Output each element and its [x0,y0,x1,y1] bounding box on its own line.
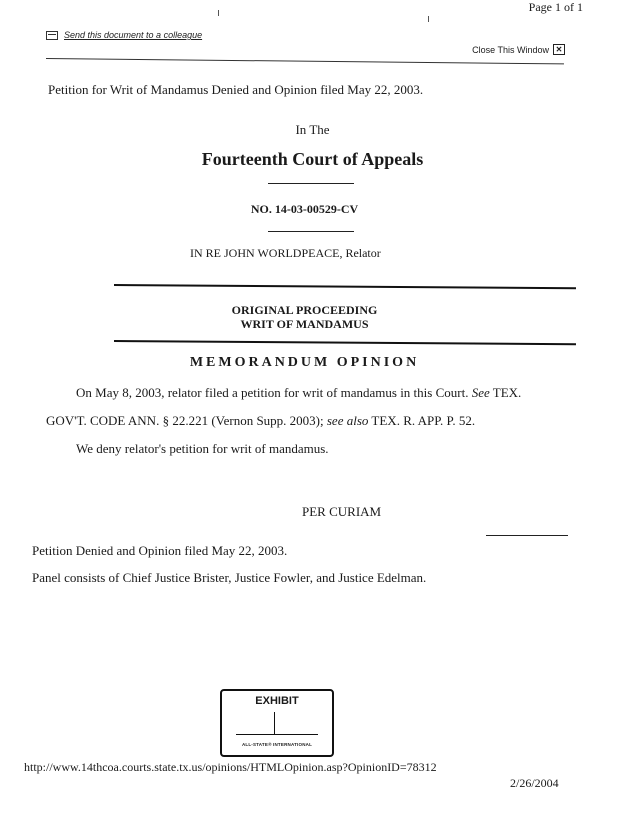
proceeding-type-line2: WRIT OF MANDAMUS [240,317,369,331]
exhibit-title: EXHIBIT [255,695,299,707]
opinion-paragraph-2: We deny relator's petition for writ of mandamus. [76,441,329,456]
para1-citation-start: TEX. [492,385,522,400]
per-curiam-signature: PER CURIAM [302,504,382,519]
para1-see-signal: See [471,385,490,400]
court-name: Fourteenth Court of Appeals [201,149,424,169]
header-divider [46,58,564,64]
exhibit-handwritten-mark [274,712,275,734]
case-status-line: Petition for Writ of Mandamus Denied and Opinion filed May 22, 2003. [48,82,424,97]
disposition-line: Petition Denied and Opinion filed May 22, 2003. [32,543,288,558]
panel-line: Panel consists of Chief Justice Brister, Justice Fowler, and Justice Edelman. [32,570,427,585]
close-window-label: Close This Window [472,44,549,55]
docket-number: NO. 14-03-00529-CV [250,202,359,216]
para1-text: On May 8, 2003, relator filed a petition for writ of mandamus in this Court. [76,385,469,400]
proceeding-type-line1: ORIGINAL PROCEEDING [231,303,378,317]
party-line: IN RE JOHN WORLDPEACE, Relator [190,246,381,260]
proceeding-bottom-rule [114,340,576,345]
docket-divider [268,231,354,232]
exhibit-sticker [220,689,334,757]
exhibit-brand: ALL-STATE® INTERNATIONAL [241,742,313,747]
opinion-paragraph-1-line-2 [46,413,475,429]
para1-see-also-signal: see also [326,413,369,428]
close-window-button[interactable] [472,44,565,55]
signature-rule [486,535,568,536]
close-icon: ✕ [553,44,565,55]
envelope-icon [46,31,58,40]
print-date: 2/26/2004 [510,776,559,790]
page-indicator: Page 1 of 1 [528,0,583,14]
page-url: http://www.14thcoa.courts.state.tx.us/opinions/HTMLOpinion.asp?OpinionID=78312 [24,760,437,774]
send-link-label: Send this document to a colleague [64,30,203,40]
scan-speck [218,10,219,16]
proceeding-top-rule [114,284,576,289]
para1-statute-citation: GOV'T. CODE ANN. § 22.221 (Vernon Supp. 2003); [46,413,324,428]
send-to-colleague-link[interactable] [46,30,202,40]
opinion-heading: MEMORANDUM OPINION [189,355,420,370]
exhibit-number-line [236,734,318,735]
scan-speck [428,16,429,22]
para1-rule-citation: TEX. R. APP. P. 52. [371,413,476,428]
opinion-paragraph-1-line-1 [76,385,521,401]
court-divider [268,183,354,184]
in-the-label: In The [295,122,330,137]
